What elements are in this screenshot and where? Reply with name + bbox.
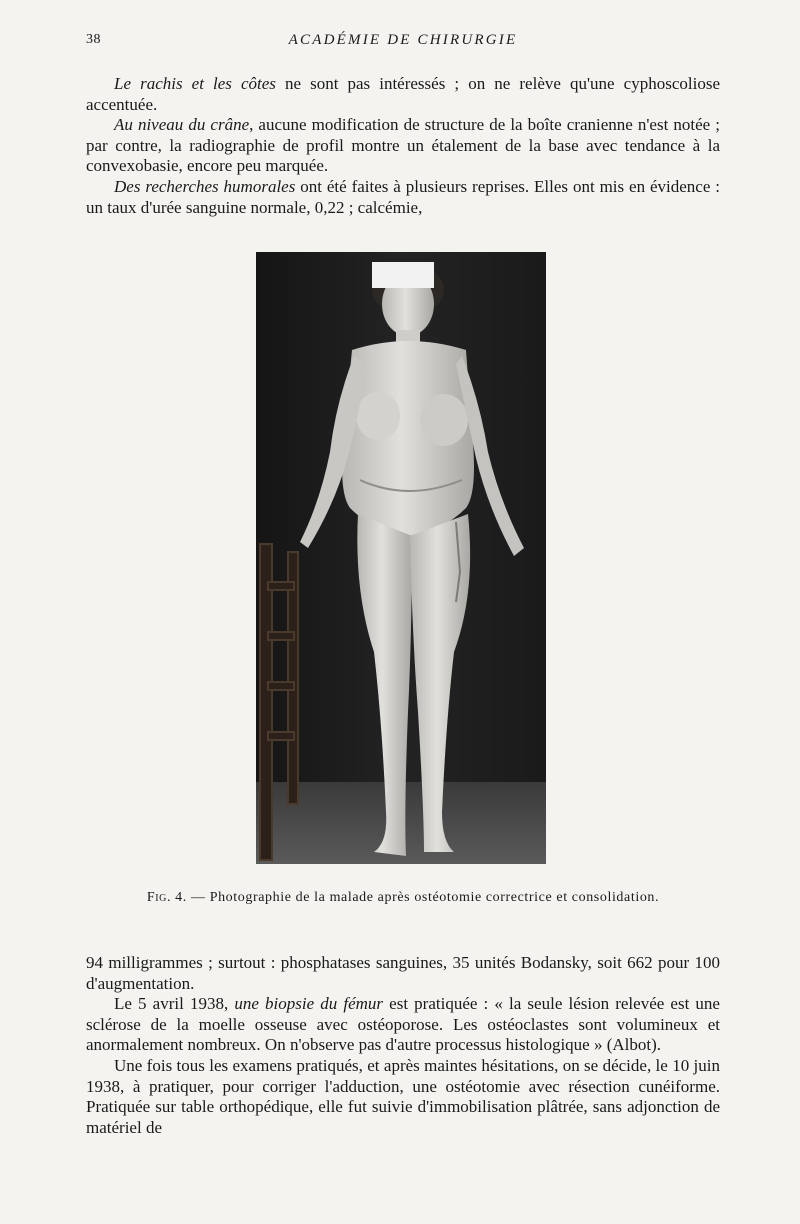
paragraph-humorales-text: ont été faites à plusieurs reprises. Elles ont mis en évidence : un taux d'urée sanguine normale, 0,22 ; calcémie, (86, 176, 721, 217)
paragraph-biopsie-text: est pratiquée : « la seule lésion relevée est une sclérose de la moelle osseuse avec ostéoporose. Les ostéoclastes sont volumineux et anormalement nombreux. On n'observe pas d'autre processus histologique » (Albot). (86, 994, 720, 1055)
top-text-block (86, 74, 720, 218)
page-number: 38 (86, 32, 101, 47)
paragraph-biopsie-emphasis: une biopsie du fémur (234, 994, 384, 1014)
paragraph-humorales (86, 177, 720, 218)
figure-caption-label: Fig. 4. (146, 890, 187, 905)
paragraph-phosphatases: 94 milligrammes ; surtout : phosphatases sanguines, 35 unités Bodansky, soit 662 pour 100 d'augmentation. (86, 953, 720, 993)
figure-caption-text: — Photographie de la malade après ostéotomie correctrice et consolidation. (186, 890, 660, 905)
paragraph-crane-text: , aucune modification de structure de la boîte cranienne n'est notée ; par contre, la radiographie de profil montre un étalement de la base avec tendance à la convexobasie, encore peu marquée. (86, 115, 720, 176)
figure-caption (86, 890, 720, 906)
paragraph-humorales-emphasis: Des recherches humorales (114, 176, 296, 196)
running-head: ACADÉMIE DE CHIRURGIE (288, 32, 518, 48)
paragraph-osteotomie: Une fois tous les examens pratiqués, et après maintes hésitations, on se décide, le 10 juin 1938, à pratiquer, pour corriger l'adduction, une ostéotomie avec résection cunéiforme. Pratiquée sur table orthopédique, elle fut suivie d'immobilisation plâtrée, sans adjonction de matériel de (86, 1055, 720, 1137)
paragraph-rachis-text: ne sont pas intéressés ; on ne relève qu'une cyphoscoliose accentuée. (86, 74, 720, 114)
paragraph-crane-emphasis: Au niveau du crâne (114, 115, 250, 135)
paragraph-biopsie-pre: Le 5 avril 1938, (114, 994, 235, 1014)
page-header (86, 32, 720, 54)
patient-photograph (256, 252, 546, 864)
paragraph-rachis (86, 74, 720, 115)
paragraph-rachis-emphasis: Le rachis et les côtes (114, 74, 276, 93)
paragraph-crane (86, 115, 720, 177)
paragraph-biopsie (86, 994, 720, 1056)
bottom-text-block (86, 953, 720, 1138)
